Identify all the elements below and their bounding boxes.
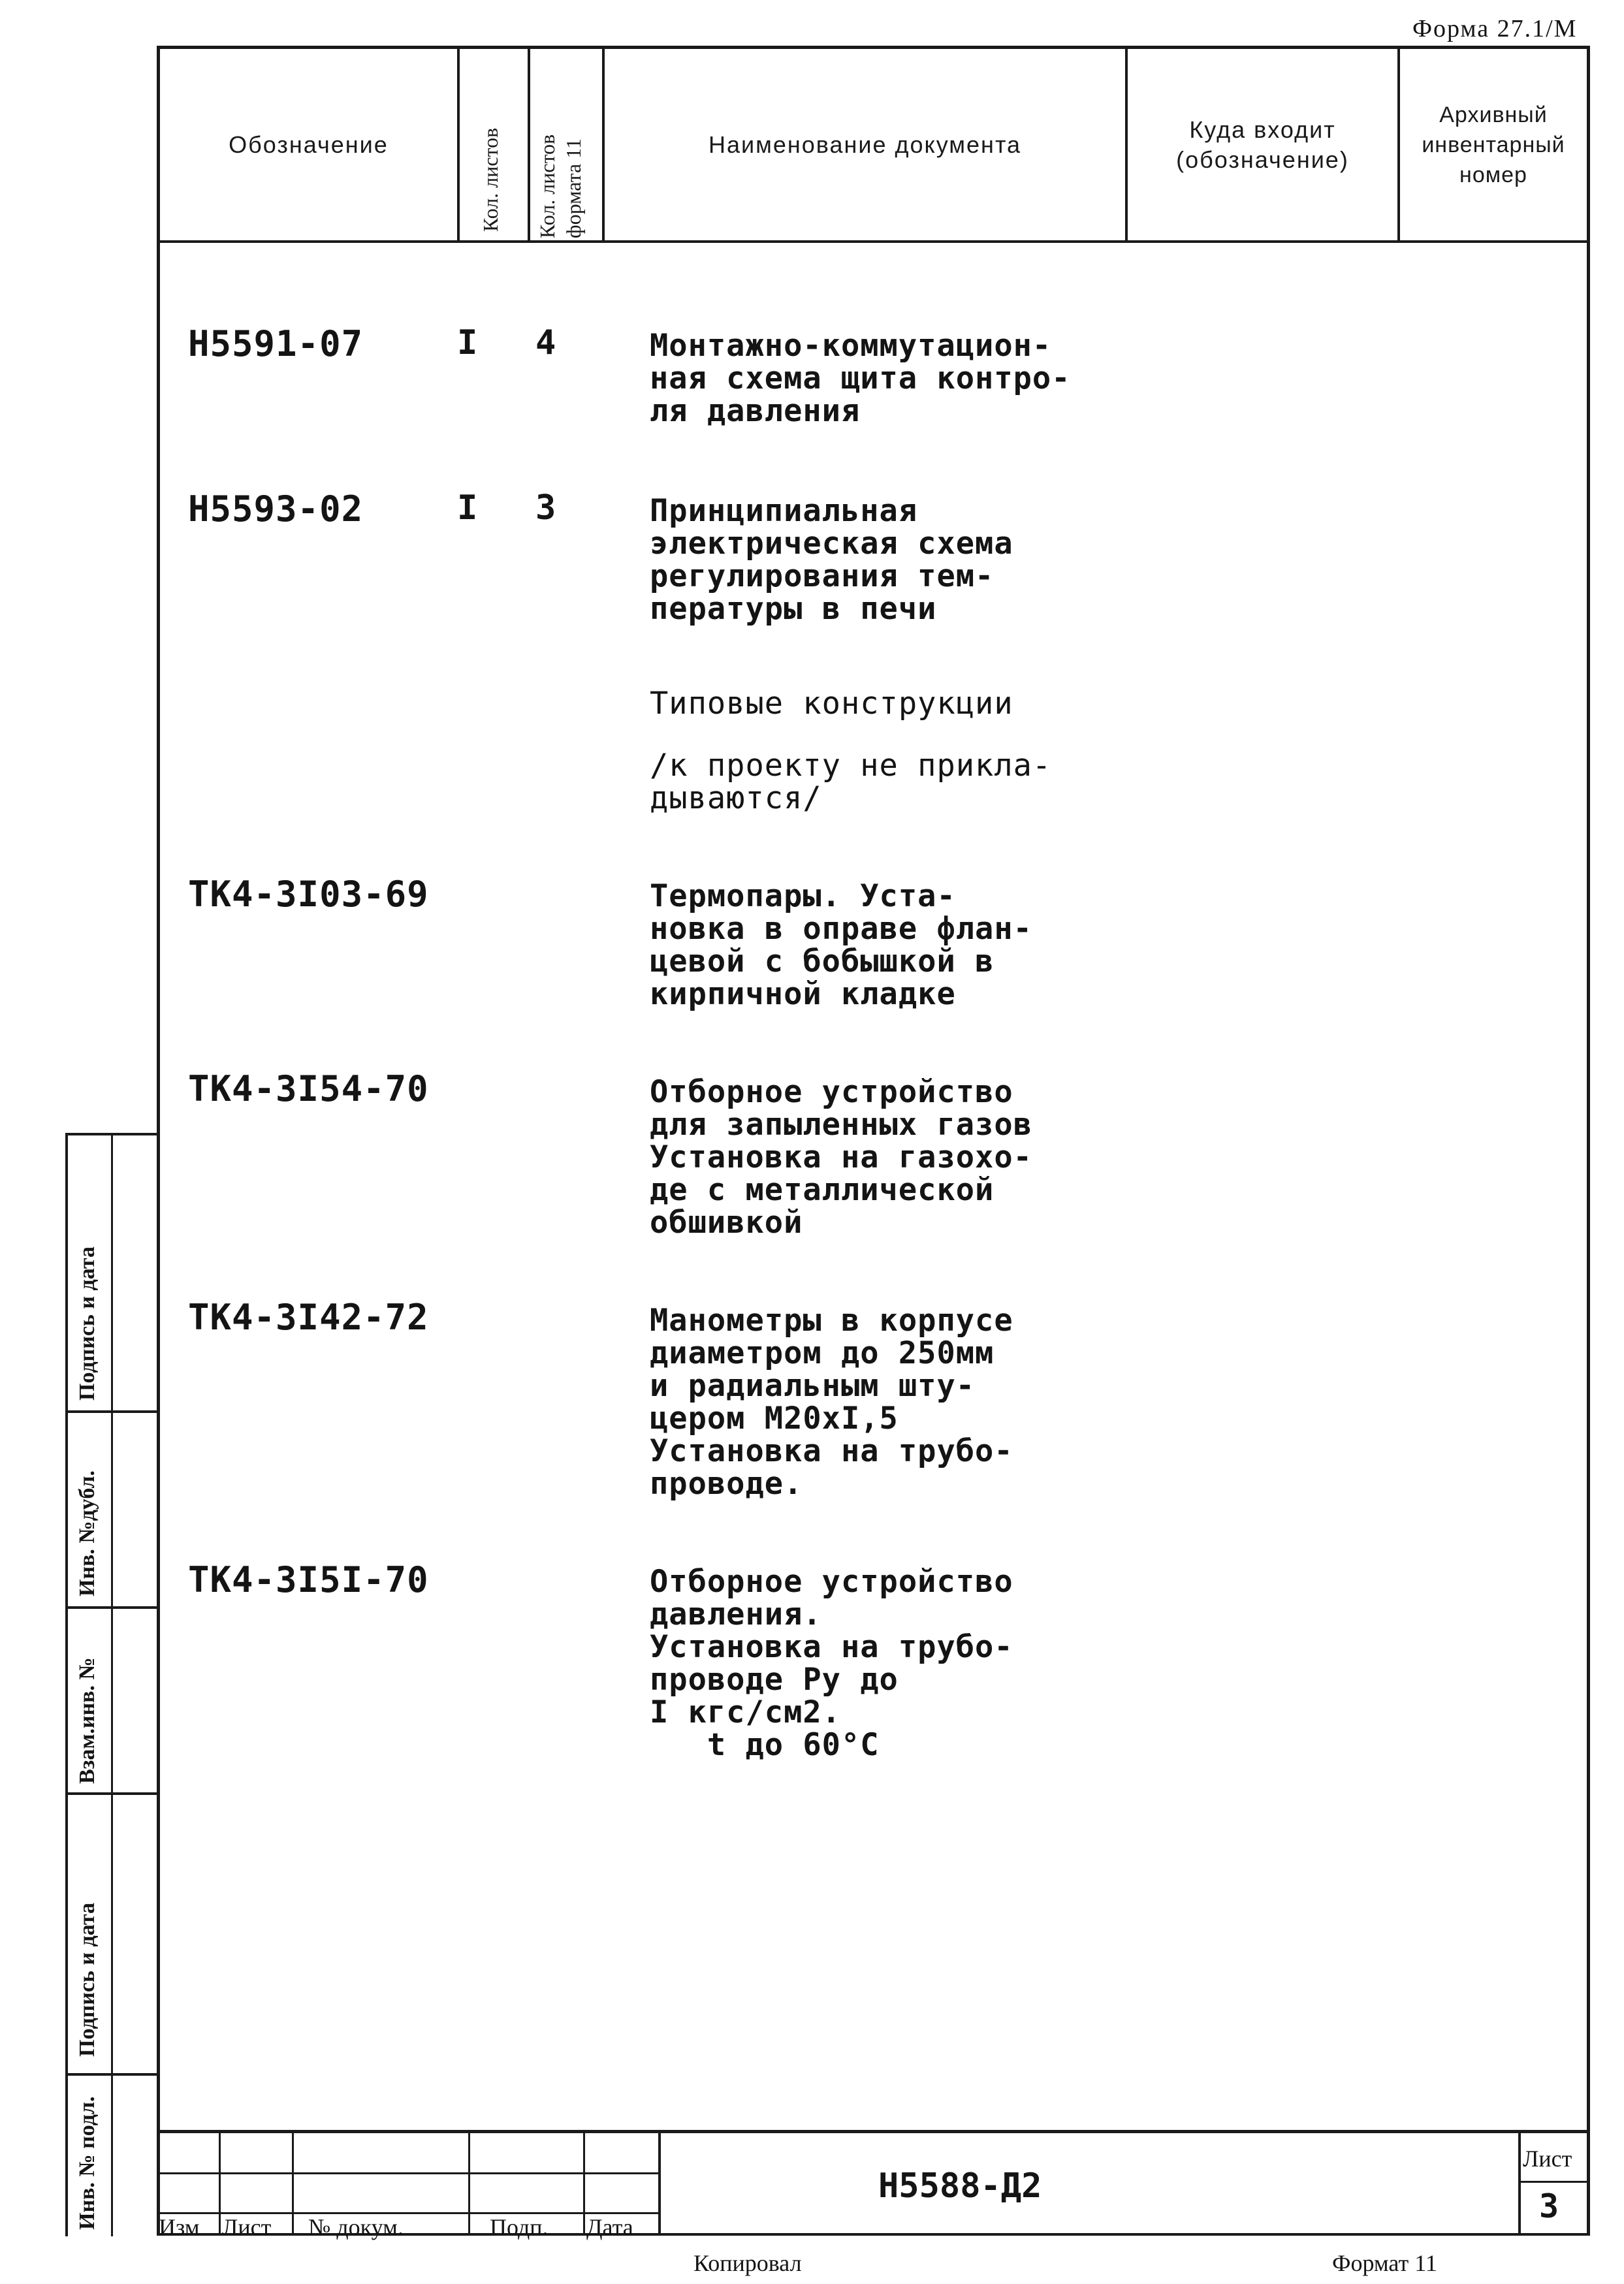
row-designation: ТК4-3I5I-70 bbox=[188, 1559, 429, 1600]
frame-left bbox=[157, 46, 160, 2233]
stamp-sep-3 bbox=[65, 1792, 157, 1795]
tb-col-5 bbox=[658, 2130, 661, 2234]
form-label: Форма 27.1/М bbox=[1412, 15, 1578, 42]
row-sheets: I bbox=[457, 488, 478, 528]
tb-col-2 bbox=[292, 2130, 294, 2234]
row-sheets-a11: 4 bbox=[535, 323, 556, 362]
tb-sheet-label: Лист bbox=[1523, 2146, 1572, 2172]
row-document-name: Монтажно-коммутацион- ная схема щита контро- ля давления bbox=[650, 328, 1071, 429]
row-sheets: I bbox=[457, 323, 478, 362]
header-designation: Обозначение bbox=[229, 131, 389, 158]
stamp-orig-inv: Инв. № подл. bbox=[75, 2096, 99, 2230]
stamp-sep-4 bbox=[65, 2073, 157, 2076]
header-sheets-count: Кол. листов bbox=[479, 127, 502, 232]
stamp-sign-date-1: Подпись и дата bbox=[75, 1246, 99, 1401]
row-sheets-a11: 3 bbox=[535, 488, 556, 528]
tb-date-label: Дата bbox=[586, 2214, 633, 2240]
footer-format: Формат 11 bbox=[1332, 2250, 1437, 2276]
stamp-sign-date-2: Подпись и дата bbox=[75, 1903, 99, 2057]
tb-list-label: Лист bbox=[222, 2214, 272, 2240]
section-note: /к проекту не прикла- дываются/ bbox=[650, 748, 1052, 816]
row-document-name: Принципиальная электрическая схема регулирования тем- пературы в печи bbox=[650, 493, 1013, 627]
row-designation: Н5591-07 bbox=[188, 323, 364, 364]
row-document-name: Манометры в корпусе диаметром до 250мм и радиальным шту- цером М20хI,5 Установка на трубо- проводе. bbox=[650, 1303, 1013, 1502]
stamp-outer-left bbox=[65, 1133, 68, 2236]
title-block-top bbox=[157, 2130, 1590, 2133]
row-designation: ТК4-3I03-69 bbox=[188, 874, 429, 915]
row-document-name: Отборное устройство для запыленных газов Установка на газохо- де с металлической обшивкой bbox=[650, 1074, 1032, 1241]
stamp-dup-inv: Инв. №дубл. bbox=[75, 1470, 99, 1596]
stamp-sep-2 bbox=[65, 1606, 157, 1609]
frame-right bbox=[1587, 46, 1590, 2233]
header-where-used: Куда входит (обозначение) bbox=[1176, 116, 1349, 173]
col-sep-2 bbox=[528, 46, 530, 242]
row-designation: ТК4-3I42-72 bbox=[188, 1297, 429, 1338]
tb-sign-label: Подп. bbox=[490, 2214, 549, 2240]
stamp-sep-1 bbox=[65, 1410, 157, 1413]
footer-copied: Копировал bbox=[693, 2250, 802, 2276]
tb-sheet-number: 3 bbox=[1539, 2187, 1559, 2225]
col-sep-1 bbox=[457, 46, 460, 242]
row-document-name: Термопары. Уста- новка в оправе флан- цевой с бобышкой в кирпичной кладке bbox=[650, 878, 1032, 1012]
tb-col-1 bbox=[219, 2130, 221, 2234]
stamp-replace-inv: Взам.инв. № bbox=[75, 1657, 99, 1784]
header-document-name: Наименование документа bbox=[708, 131, 1022, 158]
tb-document-code: Н5588-Д2 bbox=[878, 2166, 1042, 2206]
tb-sheet-sep bbox=[1518, 2181, 1590, 2183]
tb-docno-label: № докум. bbox=[308, 2214, 404, 2240]
stamp-inner-line bbox=[111, 1133, 113, 2236]
row-designation: Н5593-02 bbox=[188, 488, 364, 530]
header-archive-number: Архивный инвентарный номер bbox=[1422, 102, 1565, 187]
section-heading: Типовые конструкции bbox=[650, 686, 1013, 722]
header-sheets-a11: Кол. листов формата 11 bbox=[535, 134, 585, 238]
row-document-name: Отборное устройство давления. Установка на трубо- проводе Ру до I кгс/см2. t до 60°С bbox=[650, 1564, 1013, 1763]
tb-col-4 bbox=[583, 2130, 585, 2234]
header-divider bbox=[157, 240, 1590, 243]
tb-izm-label: Изм bbox=[159, 2214, 200, 2240]
row-designation: ТК4-3I54-70 bbox=[188, 1068, 429, 1109]
tb-col-3 bbox=[468, 2130, 470, 2234]
